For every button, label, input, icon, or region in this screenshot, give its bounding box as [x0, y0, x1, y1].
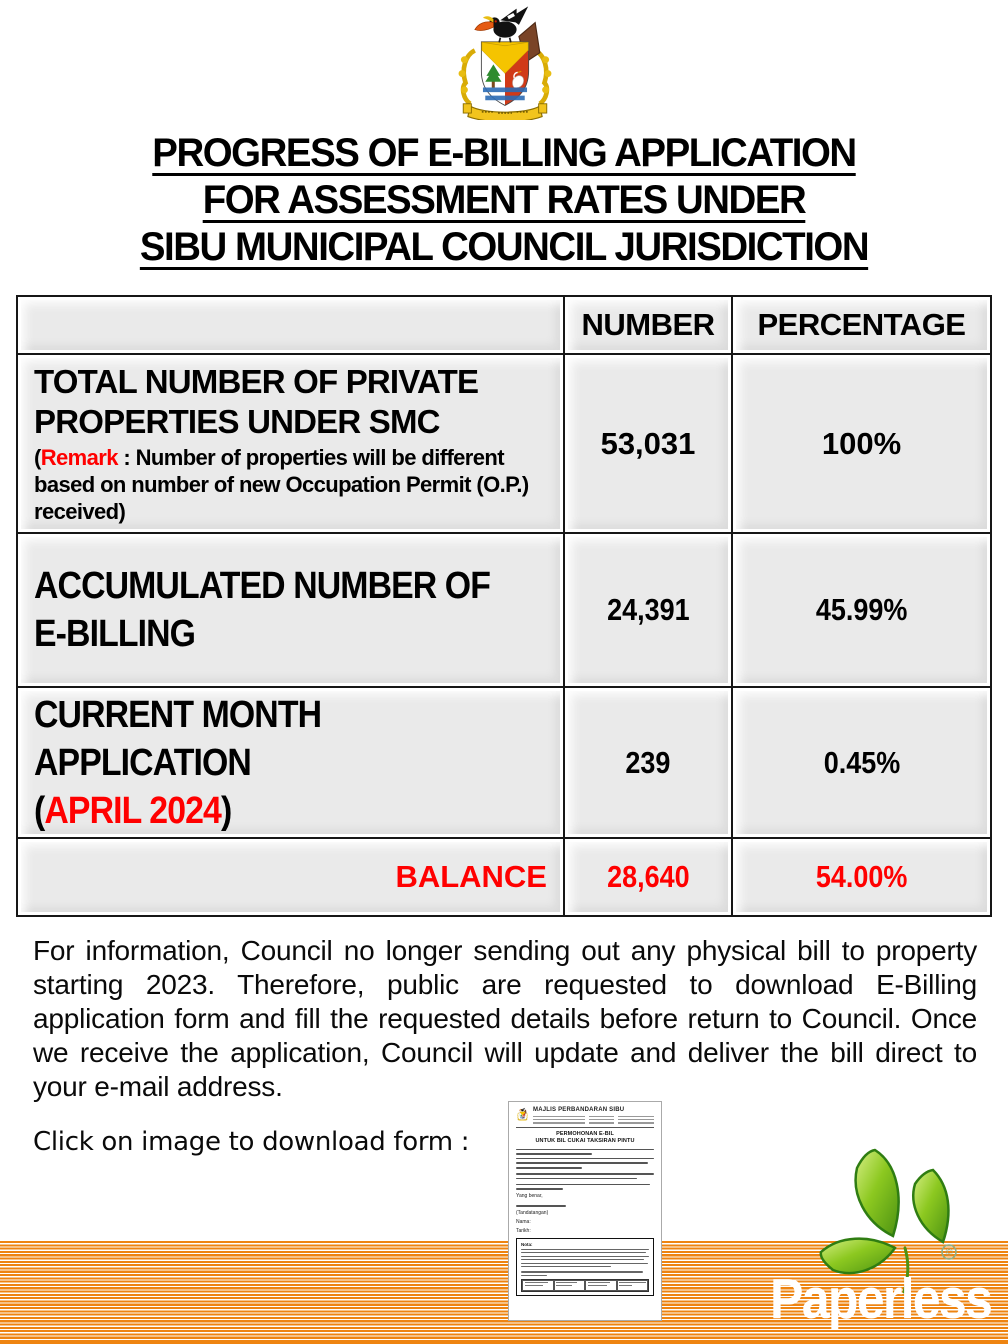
- form-address-lines: [533, 1116, 654, 1124]
- copyright-icon: [942, 1245, 956, 1259]
- col-header-percentage: PERCENTAGE: [733, 297, 990, 353]
- page-title-line3: SIBU MUNICIPAL COUNCIL JURISDICTION: [139, 225, 869, 269]
- row-total-properties-label: [18, 355, 563, 532]
- download-prompt: Click on image to download form :: [33, 1127, 470, 1157]
- balance-percentage: 54.00%: [733, 839, 990, 915]
- row-total-properties-number: 53,031: [565, 355, 731, 532]
- smc-crest-icon: [447, 4, 563, 120]
- form-nota-box: Nota:: [516, 1238, 654, 1296]
- header-empty-cell: [18, 297, 563, 353]
- ebil-form-thumbnail[interactable]: [508, 1101, 662, 1321]
- page-title: [20, 130, 988, 271]
- form-letterhead: [516, 1107, 654, 1124]
- current-month-value: APRIL 2024: [44, 789, 221, 832]
- form-contact-table: [521, 1279, 649, 1292]
- form-body-lines: [516, 1149, 654, 1190]
- col-header-number: NUMBER: [565, 297, 731, 353]
- row-total-properties-title: TOTAL NUMBER OF PRIVATE PROPERTIES UNDER SMC: [34, 363, 479, 440]
- row-current-month-percentage: 0.45%: [733, 688, 990, 837]
- svg-text:©: ©: [945, 1247, 953, 1259]
- row-current-month-label: [18, 688, 563, 837]
- row-accumulated-label: [18, 534, 563, 686]
- page-title-line1: PROGRESS OF E-BILLING APPLICATION: [152, 131, 856, 175]
- form-crest-icon: [516, 1107, 529, 1121]
- row-accumulated-number: 24,391: [565, 534, 731, 686]
- form-name-label: Nama:: [516, 1218, 531, 1225]
- form-closing: Yang benar,: [516, 1192, 543, 1199]
- row-total-properties-remark: (Remark : Number of properties will be different based on number of new Occupation Permit (O.P.) received): [34, 445, 529, 524]
- ebilling-stats-table: [16, 295, 992, 917]
- row-current-month-number: 239: [565, 688, 731, 837]
- page-title-line2: FOR ASSESSMENT RATES UNDER: [202, 178, 806, 222]
- row-accumulated-title: ACCUMULATED NUMBER OF E-BILLING: [34, 565, 490, 655]
- row-current-month-title: CURRENT MONTH APPLICATION (APRIL 2024): [34, 693, 322, 832]
- row-total-properties-percentage: 100%: [733, 355, 990, 532]
- row-accumulated-percentage: 45.99%: [733, 534, 990, 686]
- paperless-wordmark: Paperless: [770, 1267, 992, 1331]
- form-date-label: Tarikh:: [516, 1227, 531, 1234]
- form-org-name: MAJLIS PERBANDARAN SIBU: [533, 1107, 625, 1113]
- remark-word: Remark: [40, 445, 118, 470]
- balance-label: BALANCE: [18, 839, 563, 915]
- form-divider: [516, 1127, 654, 1128]
- form-signature-label: (Tandatangan): [516, 1209, 549, 1216]
- info-paragraph: For information, Council no longer sending out any physical bill to property starting 2023. Therefore, public are requested to download E-Billing application form and fill the requested details before return to Council. Once we receive the application, Council will update and deliver the bill direct to your e-mail address.: [33, 935, 977, 1102]
- balance-number: 28,640: [565, 839, 731, 915]
- form-title: PERMOHONAN E-BIL UNTUK BIL CUKAI TAKSIRAN PINTU: [535, 1130, 635, 1144]
